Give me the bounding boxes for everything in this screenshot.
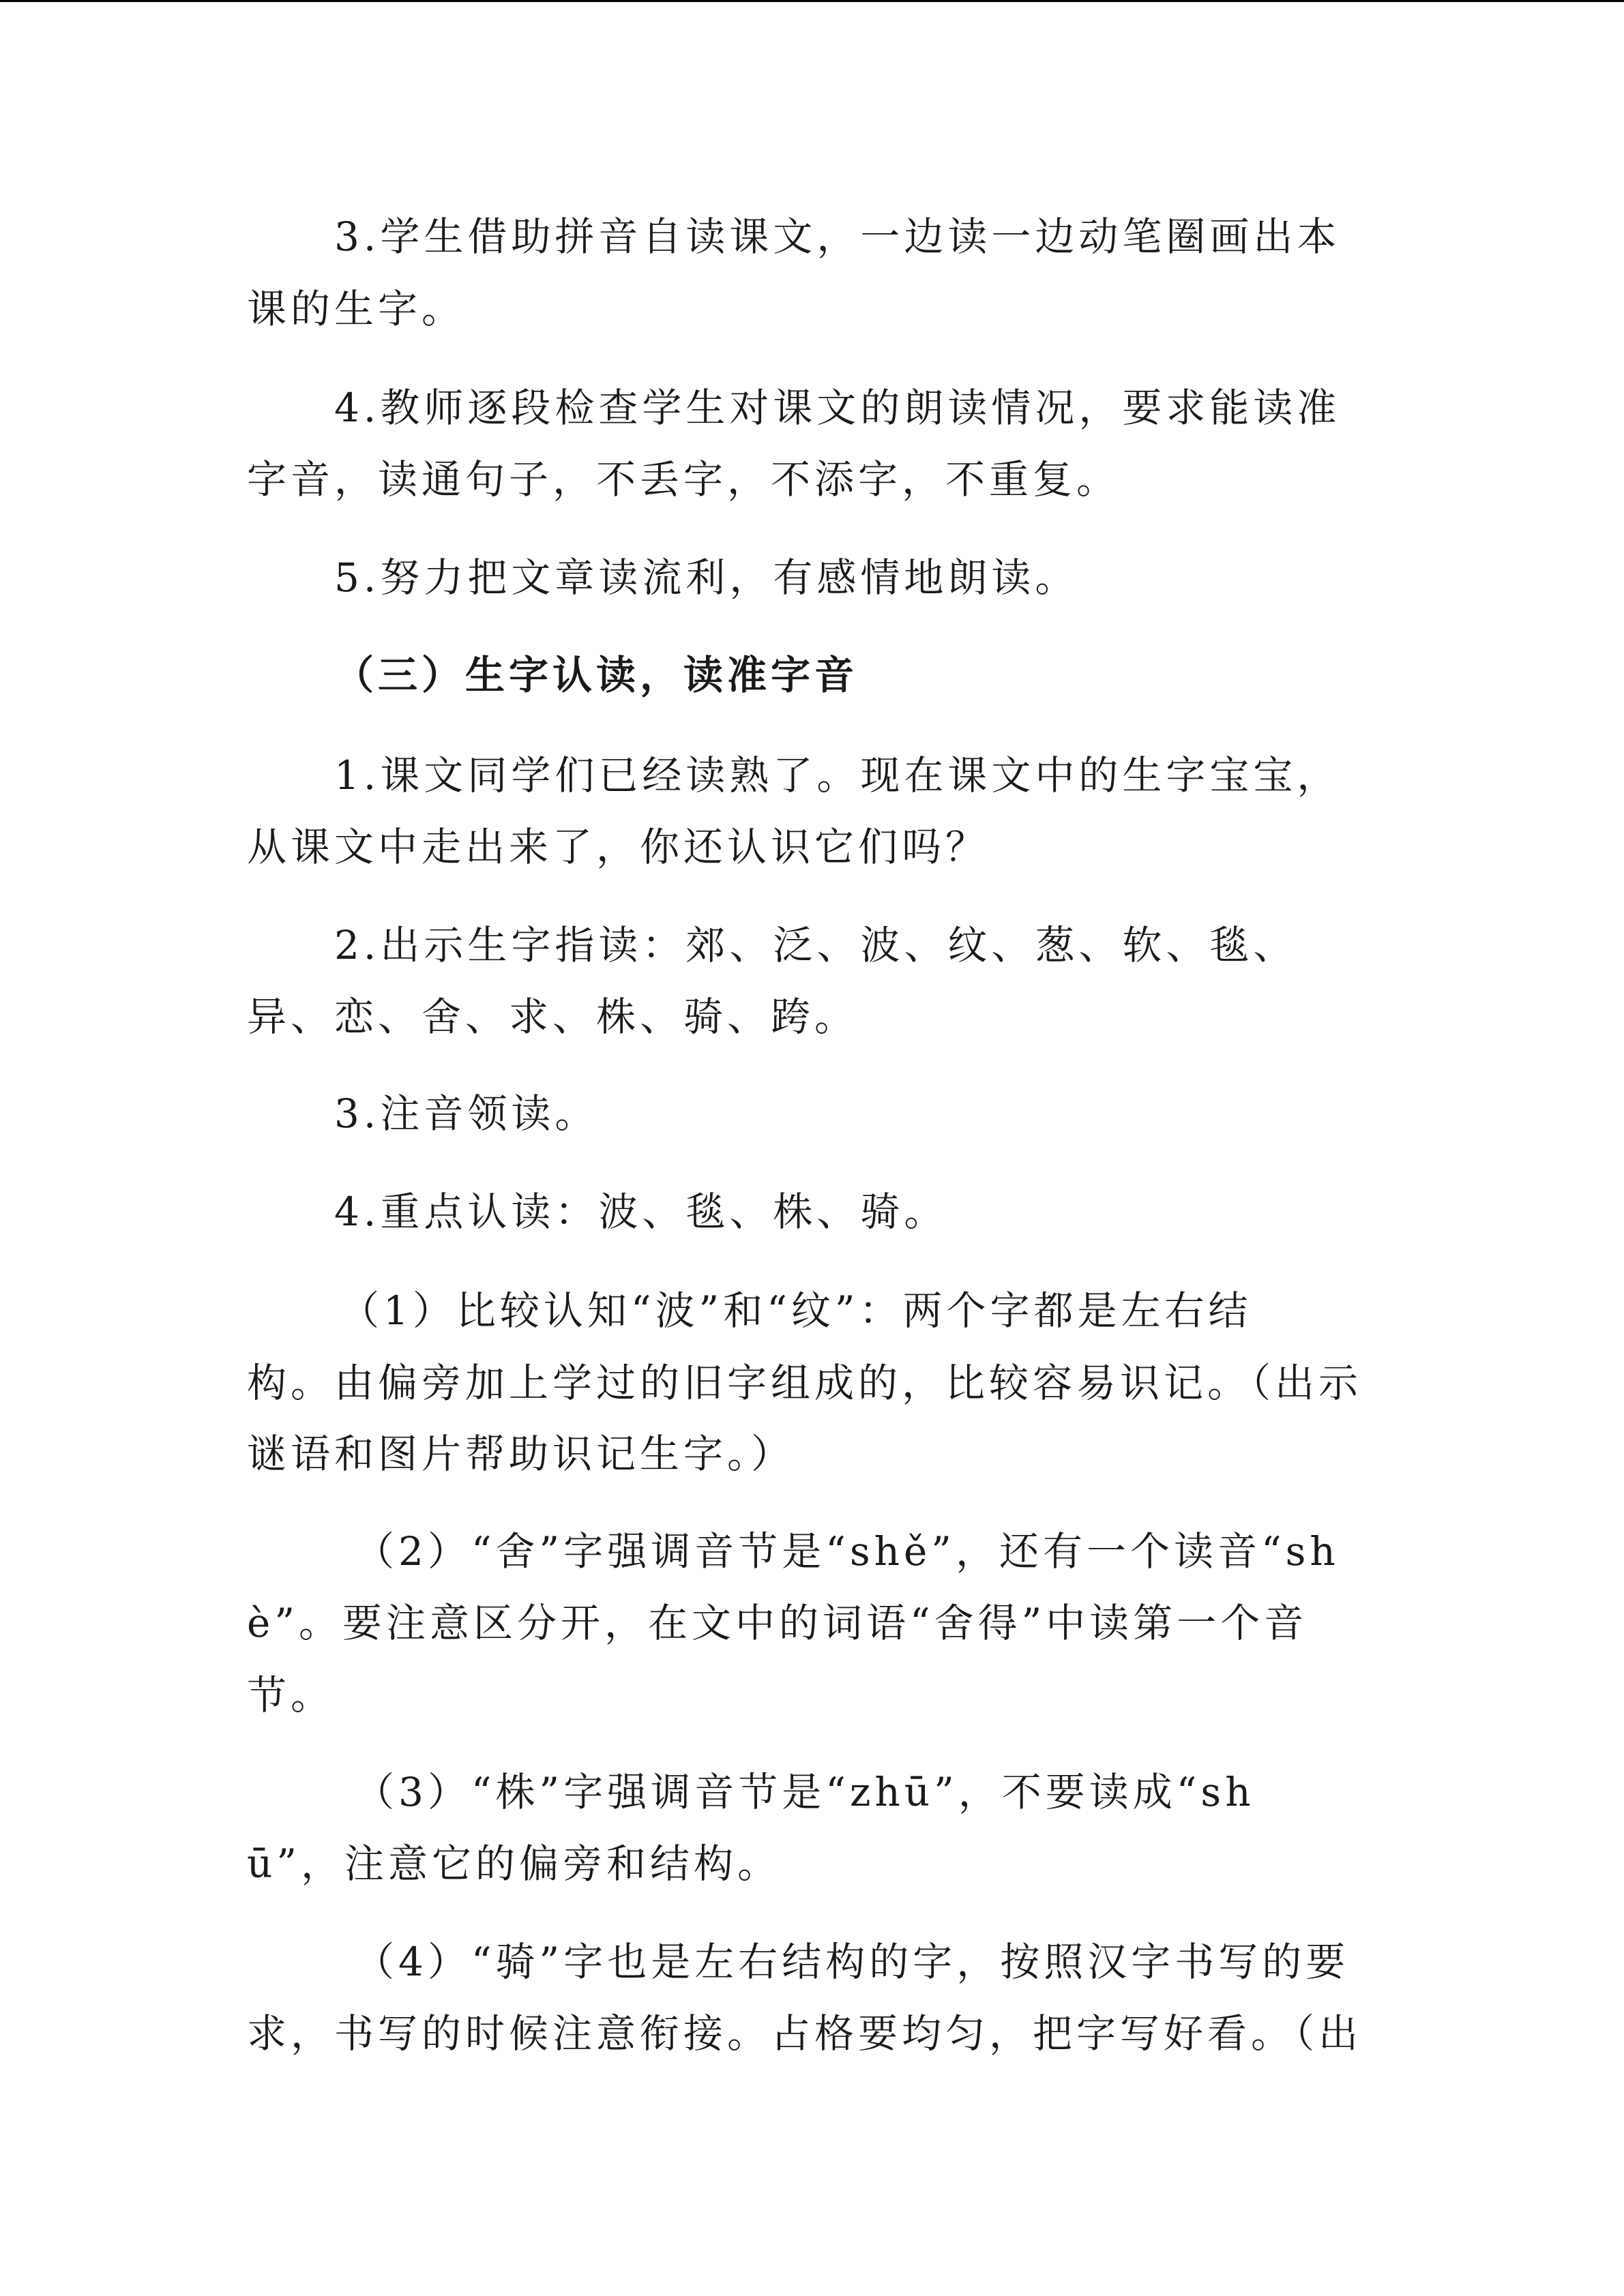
paragraph-line: （2）“舍”字强调音节是“shě”，还有一个读音“sh [355, 1528, 1340, 1575]
paragraph-line: 4.教师逐段检查学生对课文的朗读情况，要求能读准 [334, 385, 1341, 431]
paragraph-line: è”。要注意区分开，在文中的词语“舍得”中读第一个音 [247, 1600, 1308, 1646]
paragraph-line: （3）“株”字强调音节是“zhū”，不要读成“sh [355, 1769, 1255, 1815]
paragraph-line: 构。由偏旁加上学过的旧字组成的，比较容易识记。（出示 [247, 1360, 1363, 1406]
paragraph-line: ū”，注意它的偏旁和结构。 [247, 1840, 782, 1887]
paragraph-line: （4）“骑”字也是左右结构的字，按照汉字书写的要 [355, 1939, 1350, 1985]
paragraph-line: 从课文中走出来了，你还认识它们吗？ [247, 824, 990, 870]
paragraph-line: 2.出示生字指读：郊、泛、波、纹、葱、软、毯、 [334, 922, 1297, 968]
paragraph-line: （1）比较认知“波”和“纹”：两个字都是左右结 [340, 1287, 1252, 1334]
paragraph-line: 谜语和图片帮助识记生字。） [247, 1431, 795, 1477]
paragraph-line: 字音，读通句子，不丢字，不添字，不重复。 [247, 456, 1121, 503]
paragraph-line: 3.学生借助拼音自读课文，一边读一边动笔圈画出本 [334, 213, 1341, 260]
paragraph-line: 3.注音领读。 [334, 1090, 599, 1137]
paragraph-line: 5.努力把文章读流利，有感情地朗读。 [334, 554, 1079, 601]
paragraph-line: 节。 [247, 1672, 335, 1718]
paragraph-line: 4.重点认读：波、毯、株、骑。 [334, 1189, 948, 1235]
paragraph-line: 异、恋、舍、求、株、骑、跨。 [247, 994, 859, 1040]
paragraph-line: 1.课文同学们已经读熟了。现在课文中的生字宝宝， [334, 752, 1341, 799]
section-heading: （三）生字认读，读准字音 [334, 652, 859, 698]
paragraph-line: 求，书写的时候注意衔接。占格要均匀，把字写好看。（出 [247, 2010, 1363, 2057]
paragraph-line: 课的生字。 [247, 286, 466, 332]
